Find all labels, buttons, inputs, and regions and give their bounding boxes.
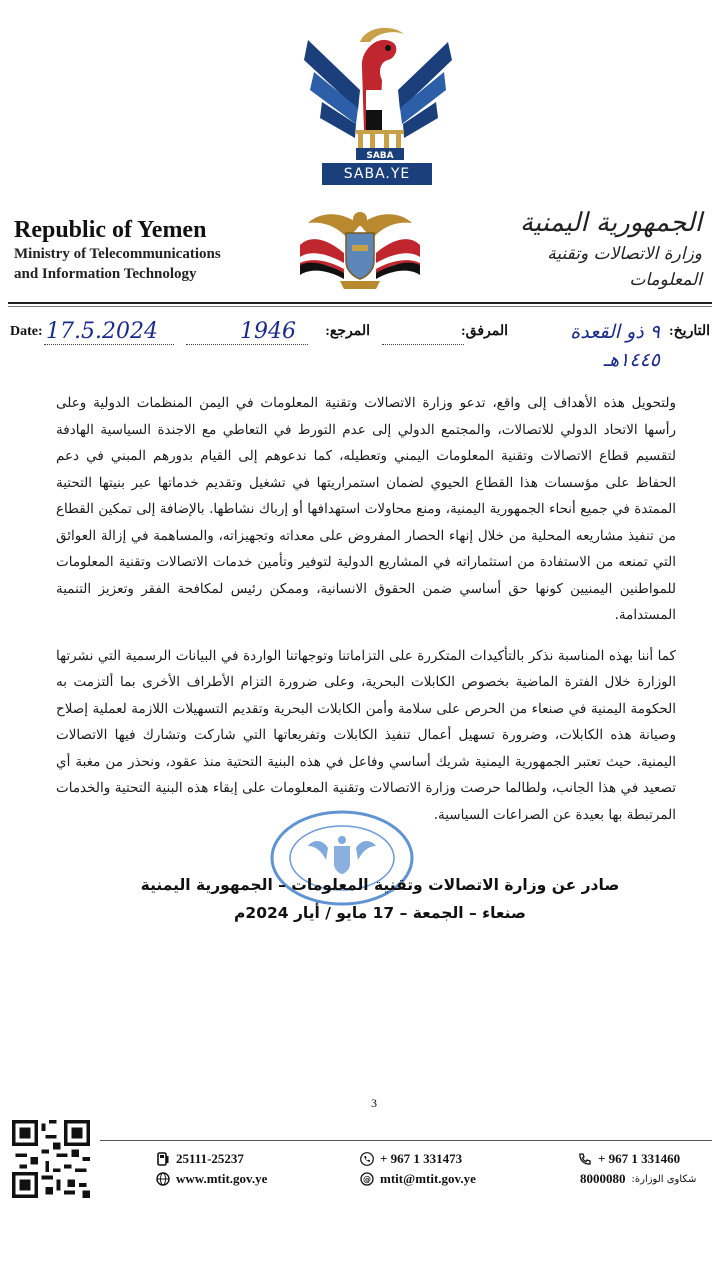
footer-phone-2 [578,1151,680,1167]
ref-value: 1946 [240,319,296,344]
ministry-name-en-line1: Ministry of Telecommunications [14,246,221,262]
globe-icon [156,1172,170,1186]
phone-number-2: + 967 1 331460 [598,1151,681,1166]
country-name-en: Republic of Yemen [14,217,207,243]
phone-icon [360,1152,374,1166]
attach-label: المرفق: [460,324,508,339]
footer-fax [156,1151,244,1167]
complaints-number: 8000080 [580,1171,626,1186]
website-link[interactable]: www.mtit.gov.ye [176,1171,268,1186]
phone-number-1: + 967 1 331473 [380,1151,463,1166]
country-name-ar: الجمهورية اليمنية [519,208,702,238]
issuer-line: صادر عن وزارة الاتصالات وتقنية المعلومات – الجمهورية اليمنية [140,876,620,894]
body-paragraph-2: كما أننا بهذه المناسبة نذكر بالتأكيدات المتكررة على التزاماتنا وتوجهاتنا الواردة في البيانات الرسمية التي نشرتها الوزارة خلال الفترة الماضية بخصوص الكابلات البحرية، وعلى ضرورة التزام الأطراف الأخرى بما ألتزمت به الحكومة اليمنية في صنعاء من الحرص على سلامة وأمن الكابلات البحرية وتقديم التسهيلات اللازمة لعملية إصلاح وصيانة هذه الكابلات، وضرورة تسهيل أعمال تنفيذ الكابلات وتفريعاتها التي شاركت وتشارك فيها الاتصالات اليمنية. حيث تعتبر الجمهورية اليمنية شريك أساسي وفاعل في هذه البنية التحتية منذ عقود، ونحذر من مغبة أي تصعيد في هذا الجانب، ولطالما حرصت وزارة الاتصالات وتقنية المعلومات على إبقاء هذه البنية التحتية والخدمات المرتبطة بها بعيدة عن الصراعات السياسية. [56,647,676,823]
letter-body [56,390,676,842]
issue-date-line: صنعاء – الجمعة – 17 مايو / أيار 2024م [234,904,526,922]
saba-logo [300,20,460,185]
svg-text:@: @ [363,1175,371,1184]
footer-email [360,1171,476,1187]
saba-logo-mark: SABA [366,151,394,161]
footer-complaints [580,1171,696,1187]
fax-icon [156,1152,170,1166]
page-number: 3 [371,1096,377,1110]
email-icon [360,1172,374,1186]
arabic-header [492,205,702,293]
ref-dotline [186,344,308,345]
email-address[interactable]: mtit@mtit.gov.ye [380,1171,476,1186]
ministry-name-en-line2: and Information Technology [14,266,197,282]
ministry-name-ar: وزارة الاتصالات وتقنية المعلومات [547,244,702,290]
footer-website [156,1171,267,1187]
hijri-date-label: التاريخ: [668,324,710,339]
yemen-emblem [290,205,430,295]
footer-phone-1 [360,1151,462,1167]
fax-number: 25111-25237 [176,1151,244,1166]
attach-dotline [382,344,464,345]
hijri-date-value: ٩ ذو القعدة ١٤٤٥هـ [570,321,660,371]
complaints-label: شكاوى الوزارة: [631,1173,697,1185]
english-header [14,216,244,284]
date-label: Date: [10,324,43,339]
header-divider-thin [8,306,712,307]
qr-code [12,1120,90,1198]
date-value: 17.5.2024 [46,319,158,344]
header-divider [8,302,712,304]
body-paragraph-1: ولتحويل هذه الأهداف إلى واقع، تدعو وزارة الاتصالات وتقنية المعلومات في اليمن المنظمات الدولية وعلى رأسها الاتحاد الدولي للاتصالات، والمجتمع الدولي إلى عدم التورط في التعاطي مع الاجندة السياسية الهادفة لتقسيم قطاع الاتصالات وتقنية المعلومات اليمني وتعطيله، كما ندعوهم إلى القيام بدورهم المبني في دعم الحفاظ على مؤسسات هذا القطاع الحيوي لضمان استمراريتها في تشغيل وتقديم خدماتها عبر بنيتها التحتية الممتدة في جميع أنحاء الجمهورية اليمنية، ومنع محاولات استهدافها أو إرباك نشاطها. بالإضافة إلى تمكين القطاع من تنفيذ مشاريعه المحلية من خلال إنهاء الحصار المفروض على معداته وتجهيزاته، والمساهمة في إزالة العوائق التي تمنعه من الاستفادة من استثماراته في المشاريع الدولية لتوفير وتأمين خدمات الاتصالات وتقنية المعلومات للمواطنين اليمنيين كونها حق أساسي ضمن الحقوق الانسانية، وممكن رئيس لمكافحة الفقر وتعزيز التنمية المستدامة. [56,395,676,623]
footer-divider [100,1140,712,1141]
telephone-icon [578,1152,592,1166]
saba-caption: SABA.YE [322,163,432,185]
date-dotline [44,344,174,345]
ref-label: المرجع: [325,324,370,339]
